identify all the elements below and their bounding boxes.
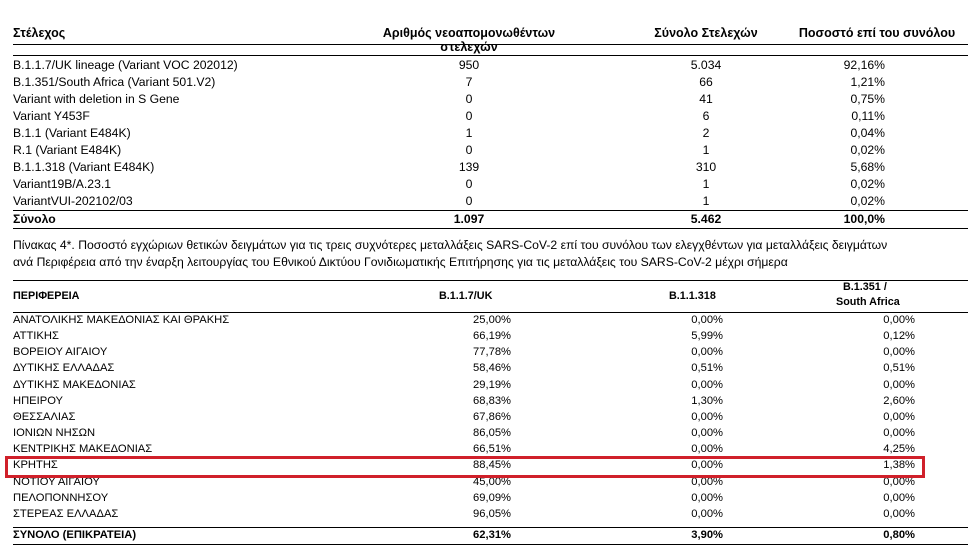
total-strains: 6 (702, 109, 710, 123)
b117-value: 29,19% (473, 378, 511, 391)
total-new-isolates: 1.097 (453, 212, 485, 226)
region-name: ΑΤΤΙΚΗΣ (13, 330, 59, 343)
region-name: ΔΥΤΙΚΗΣ ΜΑΚΕΔΟΝΙΑΣ (13, 378, 136, 391)
header-b11318: B.1.1.318 (669, 290, 716, 302)
table-rule (13, 44, 968, 45)
strain-name: Variant19B/A.23.1 (13, 177, 112, 191)
percentage: 5,68% (850, 160, 885, 174)
new-isolates: 7 (465, 75, 473, 89)
b117-value: 77,78% (473, 346, 511, 359)
region-row (13, 410, 968, 426)
b11318-value: 0,00% (691, 459, 723, 472)
new-isolates: 950 (458, 58, 480, 72)
total-label: ΣΥΝΟΛΟ (ΕΠΙΚΡΑΤΕΙΑ) (13, 528, 137, 541)
region-row (13, 491, 968, 507)
total-row (13, 528, 968, 544)
b1351-value: 4,25% (883, 443, 915, 456)
b117-value: 66,51% (473, 443, 511, 456)
region-name: ΗΠΕΙΡΟΥ (13, 394, 63, 407)
percentage: 0,02% (850, 177, 885, 191)
new-isolates: 139 (458, 160, 480, 174)
total-strains: 1 (702, 143, 710, 157)
b1351-value: 0,51% (883, 362, 915, 375)
percentage: 0,11% (851, 109, 885, 123)
new-isolates: 0 (465, 177, 473, 191)
b11318-value: 0,51% (691, 362, 723, 375)
header-region: ΠΕΡΙΦΕΡΕΙΑ (13, 290, 80, 302)
table-rule (13, 55, 968, 56)
total-strains: 1 (702, 194, 710, 208)
table-row (13, 108, 968, 125)
total-strains: 66 (699, 75, 713, 89)
b1351-value: 0,00% (883, 507, 915, 520)
region-row (13, 426, 968, 442)
new-isolates: 0 (465, 194, 473, 208)
b11318-value: 0,00% (691, 346, 723, 359)
strain-name: Variant Y453F (13, 109, 90, 123)
b1351-value: 0,00% (883, 410, 915, 423)
b117-value: 25,00% (473, 314, 511, 326)
region-name: ΚΡΗΤΗΣ (13, 459, 58, 472)
strain-name: B.1.1 (Variant E484K) (13, 126, 131, 140)
regions-table-header (13, 282, 968, 312)
region-row (13, 394, 968, 410)
table-row (13, 193, 968, 210)
header-strain: Στέλεχος (13, 26, 66, 40)
header-b1351-line1: B.1.351 / (843, 281, 887, 293)
region-name: ΑΝΑΤΟΛΙΚΗΣ ΜΑΚΕΔΟΝΙΑΣ ΚΑΙ ΘΡΑΚΗΣ (13, 314, 230, 326)
header-b1351-line2: South Africa (836, 296, 900, 308)
region-row (13, 329, 968, 345)
new-isolates: 0 (465, 109, 473, 123)
total-row (13, 211, 968, 228)
b117-value: 66,19% (473, 330, 511, 343)
strain-name: Variant with deletion in S Gene (13, 92, 180, 106)
total-strains: 41 (699, 92, 713, 106)
table-row (13, 142, 968, 159)
strain-name: B.1.351/South Africa (Variant 501.V2) (13, 75, 216, 89)
region-name: ΠΕΛΟΠΟΝΝΗΣΟΥ (13, 491, 109, 504)
percentage: 1,21% (850, 75, 885, 89)
strain-name: B.1.1.7/UK lineage (Variant VOC 202012) (13, 58, 238, 72)
strain-name: B.1.1.318 (Variant E484K) (13, 160, 155, 174)
region-row (13, 361, 968, 377)
region-name: ΒΟΡΕΙΟΥ ΑΙΓΑΙΟΥ (13, 346, 108, 359)
table-row (13, 57, 968, 74)
b1351-value: 0,12% (883, 330, 915, 343)
percentage: 92,16% (843, 58, 885, 72)
region-name: ΣΤΕΡΕΑΣ ΕΛΛΑΔΑΣ (13, 507, 119, 520)
highlight-box (5, 456, 925, 478)
region-row (13, 507, 968, 523)
region-name: ΚΕΝΤΡΙΚΗΣ ΜΑΚΕΔΟΝΙΑΣ (13, 443, 153, 456)
region-row (13, 313, 968, 329)
variants-table-header (13, 18, 968, 54)
b11318-value: 0,00% (691, 443, 723, 456)
b11318-value: 0,00% (691, 427, 723, 440)
table-rule (13, 280, 968, 281)
new-isolates: 0 (465, 92, 473, 106)
region-name: ΙΟΝΙΩΝ ΝΗΣΩΝ (13, 427, 96, 440)
b117-value: 69,09% (473, 491, 511, 504)
caption-line: ανά Περιφέρεια από την έναρξη λειτουργίας του Εθνικού Δικτύου Γονιδιωματικής Επιτήρησης για τις μεταλλάξεις του SARS-CoV-2 μέχρι σήμερα (13, 255, 788, 269)
percentage: 0,75% (850, 92, 885, 106)
region-row (13, 378, 968, 394)
b1351-value: 0,00% (883, 378, 915, 391)
table-row (13, 125, 968, 142)
b117-value: 67,86% (473, 410, 511, 423)
total-b1351: 0,80% (883, 528, 915, 541)
b11318-value: 1,30% (691, 394, 723, 407)
strain-name: R.1 (Variant E484K) (13, 143, 122, 157)
percentage: 0,04% (850, 126, 885, 140)
b11318-value: 5,99% (691, 330, 723, 343)
table-caption (13, 237, 971, 271)
total-percentage: 100,0% (843, 212, 885, 226)
caption-line: Πίνακας 4*. Ποσοστό εγχώριων θετικών δειγμάτων για τις τρεις συχνότερες μεταλλάξεις SARS-CoV-2 επί του συνόλου των ελεγχθέντων για μεταλλάξεις δειγμάτων (13, 238, 888, 252)
table-rule (13, 228, 968, 229)
b117-value: 68,83% (473, 394, 511, 407)
b117-value: 88,45% (473, 459, 511, 472)
region-row (13, 345, 968, 361)
b1351-value: 0,00% (883, 427, 915, 440)
b117-value: 45,00% (473, 475, 511, 488)
total-strains: 2 (702, 126, 710, 140)
table-rule (13, 544, 968, 545)
total-strains: 5.462 (690, 212, 722, 226)
table-row (13, 74, 968, 91)
b1351-value: 2,60% (883, 394, 915, 407)
strain-name: VariantVUI-202102/03 (13, 194, 133, 208)
header-new-isolates: Αριθμός νεοαπομονωθέντων στελεχών (382, 26, 556, 54)
b11318-value: 0,00% (691, 475, 723, 488)
b1351-value: 1,38% (883, 459, 915, 472)
b11318-value: 0,00% (691, 378, 723, 391)
b11318-value: 0,00% (691, 314, 723, 326)
b11318-value: 0,00% (691, 491, 723, 504)
b11318-value: 0,00% (691, 507, 723, 520)
region-name: ΝΟΤΙΟΥ ΑΙΓΑΙΟΥ (13, 475, 100, 488)
table-row (13, 159, 968, 176)
percentage: 0,02% (850, 194, 885, 208)
table-row (13, 91, 968, 108)
total-b117: 62,31% (473, 528, 511, 541)
total-b11318: 3,90% (691, 528, 723, 541)
b117-value: 86,05% (473, 427, 511, 440)
b1351-value: 0,00% (883, 491, 915, 504)
new-isolates: 1 (465, 126, 473, 140)
b117-value: 96,05% (473, 507, 511, 520)
b1351-value: 0,00% (883, 314, 915, 326)
header-b117: B.1.1.7/UK (439, 290, 493, 302)
percentage: 0,02% (850, 143, 885, 157)
header-total-strains: Σύνολο Στελεχών (654, 26, 758, 40)
total-strains: 5.034 (690, 58, 722, 72)
total-strains: 1 (702, 177, 710, 191)
b11318-value: 0,00% (691, 410, 723, 423)
b1351-value: 0,00% (883, 475, 915, 488)
region-name: ΔΥΤΙΚΗΣ ΕΛΛΑΔΑΣ (13, 362, 115, 375)
b117-value: 58,46% (473, 362, 511, 375)
b1351-value: 0,00% (883, 346, 915, 359)
total-label: Σύνολο (13, 212, 56, 226)
table-row (13, 176, 968, 193)
region-name: ΘΕΣΣΑΛΙΑΣ (13, 410, 76, 423)
total-strains: 310 (695, 160, 717, 174)
new-isolates: 0 (465, 143, 473, 157)
header-percentage: Ποσοστό επί του συνόλου (798, 26, 956, 40)
